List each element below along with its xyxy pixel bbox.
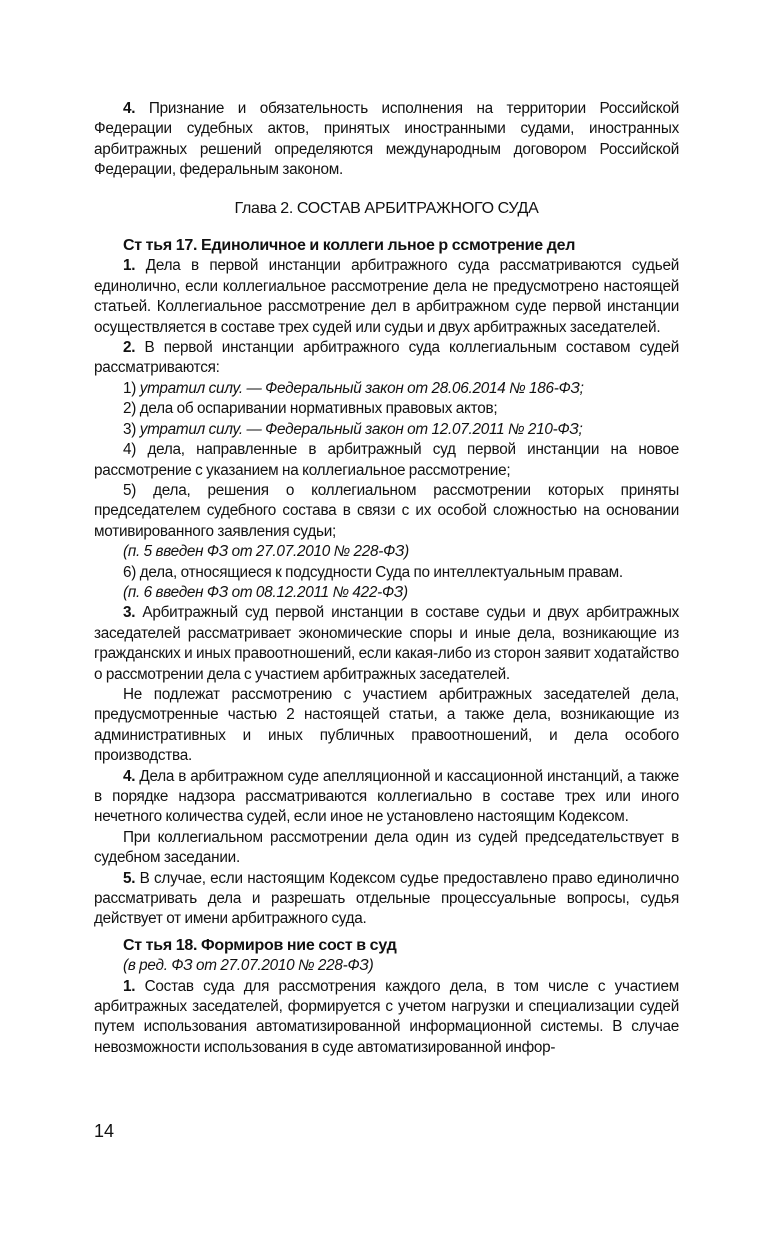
paragraph-text: Дела в первой инстанции арбитражного суда рассматриваются судьей единолично, если коллегиальное рассмотрение дела не предусмотрено настоящей статьей. Коллегиальное рассмотрение дел в арбитражном суде первой инстанции осуществляется в составе трех судей или судьи и двух арбитражных заседателей. <box>94 257 679 336</box>
paragraph-text: Арбитражный суд первой инстанции в составе судьи и двух арбитражных заседателей рассматривает экономические споры и иные дела, возникающие из гражданских и иных правоотношений, если какая-либо из сторон заявит ходатайство о рассмотрении дела с участием арбитражных заседателей. <box>94 604 679 683</box>
list-item-1 <box>94 379 679 399</box>
article-17-paragraph-2 <box>94 338 679 379</box>
article-17-paragraph-4b: При коллегиальном рассмотрении дела один из судей председательствует в судебном заседании. <box>94 828 679 867</box>
chapter-title: Глава 2. СОСТАВ АРБИТРАЖНОГО СУДА <box>234 199 539 217</box>
article-18-paragraph-1 <box>94 977 679 1059</box>
paragraph-number: 4. <box>123 767 136 785</box>
article-17-paragraph-1 <box>94 256 679 338</box>
list-item-5: 5) дела, решения о коллегиальном рассмотрении которых приняты председателем судебного состава в связи с их особой сложностью на основании мотивированного заявления судьи; <box>94 481 679 540</box>
amendment-note-5 <box>94 542 679 562</box>
paragraph-text: Дела в арбитражном суде апелляционной и кассационной инстанций, а также в порядке надзора рассматриваются коллегиально в составе трех или иного нечетного количества судей, если иное не установлено настоящим Кодексом. <box>94 767 679 826</box>
article-17-title: Ст тья 17. Единоличное и коллеги льное р ссмотрение дел <box>123 237 576 255</box>
intro-number: 4. <box>123 100 136 117</box>
note-text: (п. 5 введен ФЗ от 27.07.2010 № 228-ФЗ) <box>123 543 410 561</box>
article-17-paragraph-3 <box>94 603 679 685</box>
note-text: (в ред. ФЗ от 27.07.2010 № 228-ФЗ) <box>123 957 374 975</box>
list-item-number: 3) <box>123 420 140 438</box>
list-item-4: 4) дела, направленные в арбитражный суд первой инстанции на новое рассмотрение с указанием на коллегиальное рассмотрение; <box>94 441 679 479</box>
document-page <box>94 99 679 1058</box>
list-item-2: 2) дела об оспаривании нормативных правовых актов; <box>123 400 498 418</box>
list-item-6: 6) дела, относящиеся к подсудности Суда по интеллектуальным правам. <box>123 563 623 581</box>
amendment-note-6 <box>94 583 679 603</box>
paragraph-text: В случае, если настоящим Кодексом судье предоставлено право единолично рассматривать дела и разрешать отдельные процессуальные вопросы, судья действует от имени арбитражного суда. <box>94 869 679 928</box>
article-18-note <box>94 956 679 976</box>
article-17-paragraph-4 <box>94 767 679 828</box>
intro-text: Признание и обязательность исполнения на территории Российской Федерации судебных актов, принятых иностранными судами, иностранных арбитражных решений определяются международным договором Российской Федерации, федеральным законом. <box>94 100 679 179</box>
list-item-number: 1) <box>123 379 140 397</box>
paragraph-number: 5. <box>123 869 136 887</box>
paragraph-number: 1. <box>123 257 136 275</box>
paragraph-number: 1. <box>123 977 136 995</box>
paragraph-number: 3. <box>123 604 136 622</box>
article-17-paragraph-3b: Не подлежат рассмотрению с участием арбитражных заседателей дела, предусмотренные частью 2 настоящей статьи, а также дела, возникающие из административных и иных публичных правоотношений, и дела особого производства. <box>94 685 679 765</box>
list-item-text: утратил силу. — Федеральный закон от 28.06.2014 № 186-ФЗ; <box>139 379 584 397</box>
paragraph-text: В первой инстанции арбитражного суда коллегиальным составом судей рассматриваются: <box>94 339 679 377</box>
paragraph-number: 2. <box>123 339 136 357</box>
note-text: (п. 6 введен ФЗ от 08.12.2011 № 422-ФЗ) <box>123 583 408 601</box>
list-item-text: утратил силу. — Федеральный закон от 12.07.2011 № 210-ФЗ; <box>139 420 583 438</box>
paragraph-text: Состав суда для рассмотрения каждого дела, в том числе с участием арбитражных заседателей, формируется с учетом нагрузки и специализации судей путем использования автоматизированной информационной системы. В случае невозможности использования в суде автоматизированной инфор- <box>94 977 679 1056</box>
intro-paragraph <box>94 99 679 181</box>
article-18-title: Ст тья 18. Формиров ние сост в суд <box>123 936 397 954</box>
article-17-paragraph-5 <box>94 869 679 930</box>
page-number: 14 <box>94 1121 115 1141</box>
list-item-3 <box>94 420 679 440</box>
